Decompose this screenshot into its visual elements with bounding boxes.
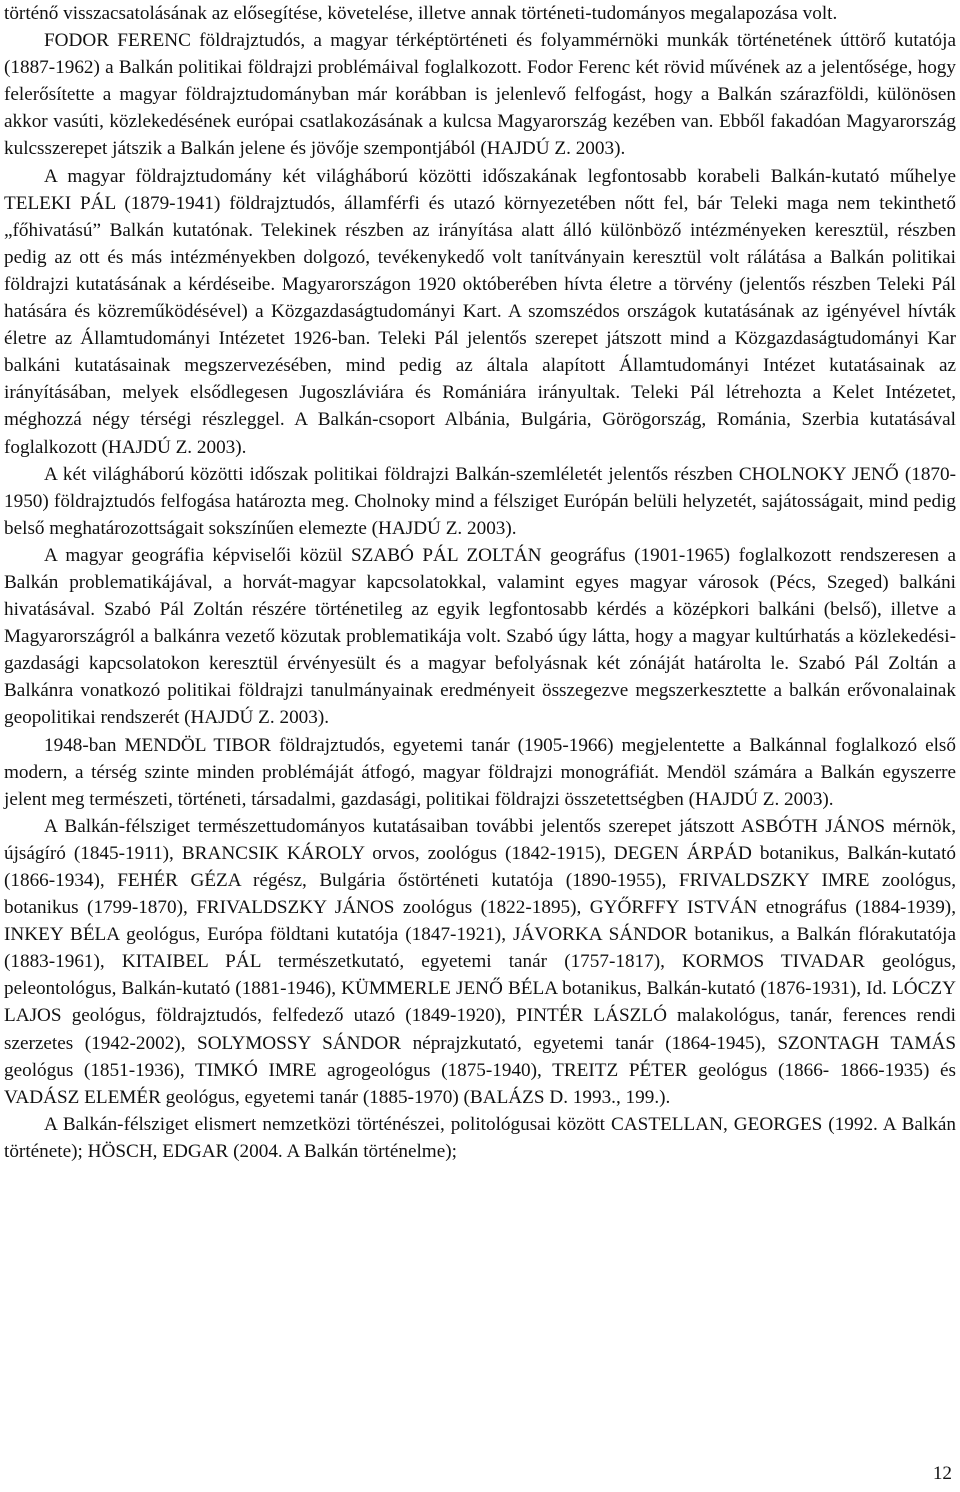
paragraph: 1948-ban MENDÖL TIBOR földrajztudós, egyetemi tanár (1905-1966) megjelentette a Balkánnal foglalkozó első modern, a térség szinte minden problémáját átfogó, magyar földrajzi monográfiát. Mendöl számára a Balkán egyszerre jelent meg természeti, történeti, társadalmi, gazdasági, politikai földrajzi összetettségben (HAJDÚ Z. 2003).: [4, 734, 956, 810]
paragraph: A magyar földrajztudomány két világháború közötti időszakának legfontosabb korabeli Balkán-kutató műhelye TELEKI PÁL (1879-1941) földrajztudós, államférfi és utazó környezetében nőtt fel, bár Teleki maga nem tekinthető „főhivatású” Balkán kutatónak. Telekinek részben az irányítása alatt álló különböző intézményeken keresztül, részben pedig az ott és más intézményekben dolgozó, tevékenykedő volt tanítványain keresztül volt rálátása a Balkán politikai földrajzi kutatásának a kérdéseibe. Magyarországon 1920 októberében hívta életre a törvény (jelentős részben Teleki Pál hatására és közreműködésével) a Közgazdaságtudományi Kart. A szomszédos országok kutatásának az igényével hívták életre az Államtudományi Intézetet 1926-ban. Teleki Pál jelentős szerepet játszott mind a Közgazdaságtudományi Kar balkáni kutatásainak megszervezésében, mind pedig az általa alapított Államtudományi Intézet kutatásainak az irányításában, melyek elsődlegesen Jugoszláviára és Romániára irányultak. Teleki Pál létrehozta a Kelet Intézetet, méghozzá négy térségi részleggel. A Balkán-csoport Albánia, Bulgária, Görögország, Románia, Szerbia kutatásával foglalkozott (HAJDÚ Z. 2003).: [4, 165, 956, 458]
paragraph: A Balkán-félsziget elismert nemzetközi történészei, politológusai között CASTELLAN, GEORGES (1992. A Balkán története); HÖSCH, EDGAR (2004. A Balkán történelme);: [4, 1113, 956, 1162]
paragraph: A magyar geográfia képviselői közül SZABÓ PÁL ZOLTÁN geográfus (1901-1965) foglalkozott rendszeresen a Balkán problematikájával, a horvát-magyar kapcsolatokkal, valamint egyes magyar városok (Pécs, Szeged) balkáni hivatásával. Szabó Pál Zoltán részére történetileg az egyik legfontosabb kérdés a középkori balkáni (belső), illetve a Magyarországról a balkánra vezető közutak problematikája volt. Szabó úgy látta, hogy a magyar kultúrhatás a közlekedési-gazdasági kapcsolatokon keresztül érvényesült és a magyar befolyásnak két zónáját határolta le. Szabó Pál Zoltán a Balkánra vonatkozó politikai földrajzi tanulmányainak eredményeit összegezve megszerkesztette a balkán erővonalainak geopolitikai rendszerét (HAJDÚ Z. 2003).: [4, 544, 956, 729]
document-page: [4, 0, 956, 1165]
paragraph: FODOR FERENC földrajztudós, a magyar térképtörténeti és folyammérnöki munkák történetének úttörő kutatója (1887-1962) a Balkán politikai földrajzi problémáival foglalkozott. Fodor Ferenc két rövid művének az a jelentősége, hogy felerősítette a magyar földrajztudományban már korábban is jelenlevő felfogást, hogy a Balkán szárazföldi, különösen akkor vasúti, közlekedésének európai csatlakozásának a kulcsa Magyarország kezében van. Ebből fakadóan Magyarország kulcsszerepet játszik a Balkán jelene és jövője szempontjából (HAJDÚ Z. 2003).: [4, 30, 956, 160]
page-number: 12: [932, 1463, 952, 1484]
paragraph: A Balkán-félsziget természettudományos kutatásaiban további jelentős szerepet játszott ASBÓTH JÁNOS mérnök, újságíró (1845-1911), BRANCSIK KÁROLY orvos, zoológus (1842-1915), DEGEN ÁRPÁD botanikus, Balkán-kutató (1866-1934), FEHÉR GÉZA régész, Bulgária őstörténeti kutatója (1890-1955), FRIVALDSZKY IMRE zoológus, botanikus (1799-1870), FRIVALDSZKY JÁNOS zoológus (1822-1895), GYŐRFFY ISTVÁN etnográfus (1884-1939), INKEY BÉLA geológus, Európa földtani kutatója (1847-1921), JÁVORKA SÁNDOR botanikus, a Balkán flórakutatója (1883-1961), KITAIBEL PÁL természetkutató, egyetemi tanár (1757-1817), KORMOS TIVADAR geológus, peleontológus, Balkán-kutató (1881-1946), KÜMMERLE JENŐ BÉLA botanikus, Balkán-kutató (1876-1931), Id. LÓCZY LAJOS geológus, földrajztudós, felfedező utazó (1849-1920), PINTÉR LÁSZLÓ malakológus, tanár, ferences rendi szerzetes (1942-2002), SOLYMOSSY SÁNDOR néprajzkutató, egyetemi tanár (1864-1945), SZONTAGH TAMÁS geológus (1851-1936), TIMKÓ IMRE agrogeológus (1875-1940), TREITZ PÉTER geológus (1866- 1866-1935) és VADÁSZ ELEMÉR geológus, egyetemi tanár (1885-1970) (BALÁZS D. 1993., 199.).: [4, 815, 956, 1108]
paragraph: történő visszacsatolásának az elősegítése, követelése, illetve annak történeti-tudományos megalapozása volt.: [4, 3, 838, 24]
paragraph: A két világháború közötti időszak politikai földrajzi Balkán-szemléletét jelentős részben CHOLNOKY JENŐ (1870-1950) földrajztudós felfogása határozta meg. Cholnoky mind a félsziget Európán belüli helyzetét, sajátosságait, mind pedig belső meghatározottságait sokszínűen elemezte (HAJDÚ Z. 2003).: [4, 463, 956, 539]
